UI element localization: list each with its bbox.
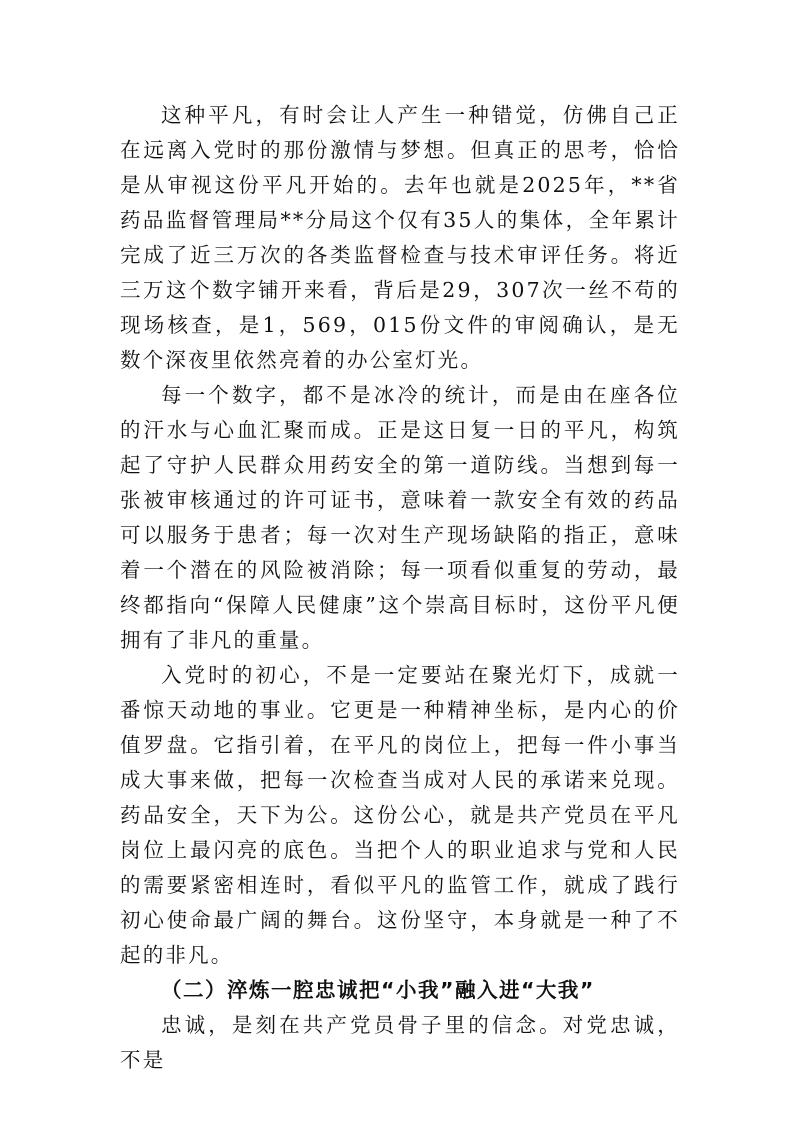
paragraph-ordinary-work: 这种平凡，有时会让人产生一种错觉，仿佛自己正在远离入党时的那份激情与梦想。但真正的思考，恰恰是从审视这份平凡开始的。去年也就是2025年，**省药品监督管理局**分局这个仅有35人的集体，全年累计完成了近三万次的各类监督检查与技术审评任务。将近三万这个数字铺开来看，背后是29，307次一丝不苟的现场核查，是1，569，015份文件的审阅确认，是无数个深夜里依然亮着的办公室灯光。	[120, 103, 680, 372]
paragraph-every-number: 每一个数字，都不是冰冷的统计，而是由在座各位的汗水与心血汇聚而成。正是这日复一日的平凡，构筑起了守护人民群众用药安全的第一道防线。当想到每一张被审核通过的许可证书，意味着一款安全有效的药品可以服务于患者；每一次对生产现场缺陷的指正，意味着一个潜在的风险被消除；每一项看似重复的劳动，最终都指向“保障人民健康”这个崇高目标时，这份平凡便拥有了非凡的重量。	[120, 383, 680, 652]
paragraph-loyalty: 忠诚，是刻在共产党员骨子里的信念。对党忠诚，不是	[120, 1013, 680, 1072]
section-heading: （二）淬炼一腔忠诚把“小我”融入进“大我”	[161, 978, 595, 1002]
document-body	[120, 98, 680, 1078]
paragraph-original-aspiration: 入党时的初心，不是一定要站在聚光灯下，成就一番惊天动地的事业。它更是一种精神坐标，是内心的价值罗盘。它指引着，在平凡的岗位上，把每一件小事当成大事来做，把每一次检查当成对人民的承诺来兑现。药品安全，天下为公。这份公心，就是共产党员在平凡岗位上最闪亮的底色。当把个人的职业追求与党和人民的需要紧密相连时，看似平凡的监管工作，就成了践行初心使命最广阔的舞台。这份坚守，本身就是一种了不起的非凡。	[120, 663, 680, 967]
